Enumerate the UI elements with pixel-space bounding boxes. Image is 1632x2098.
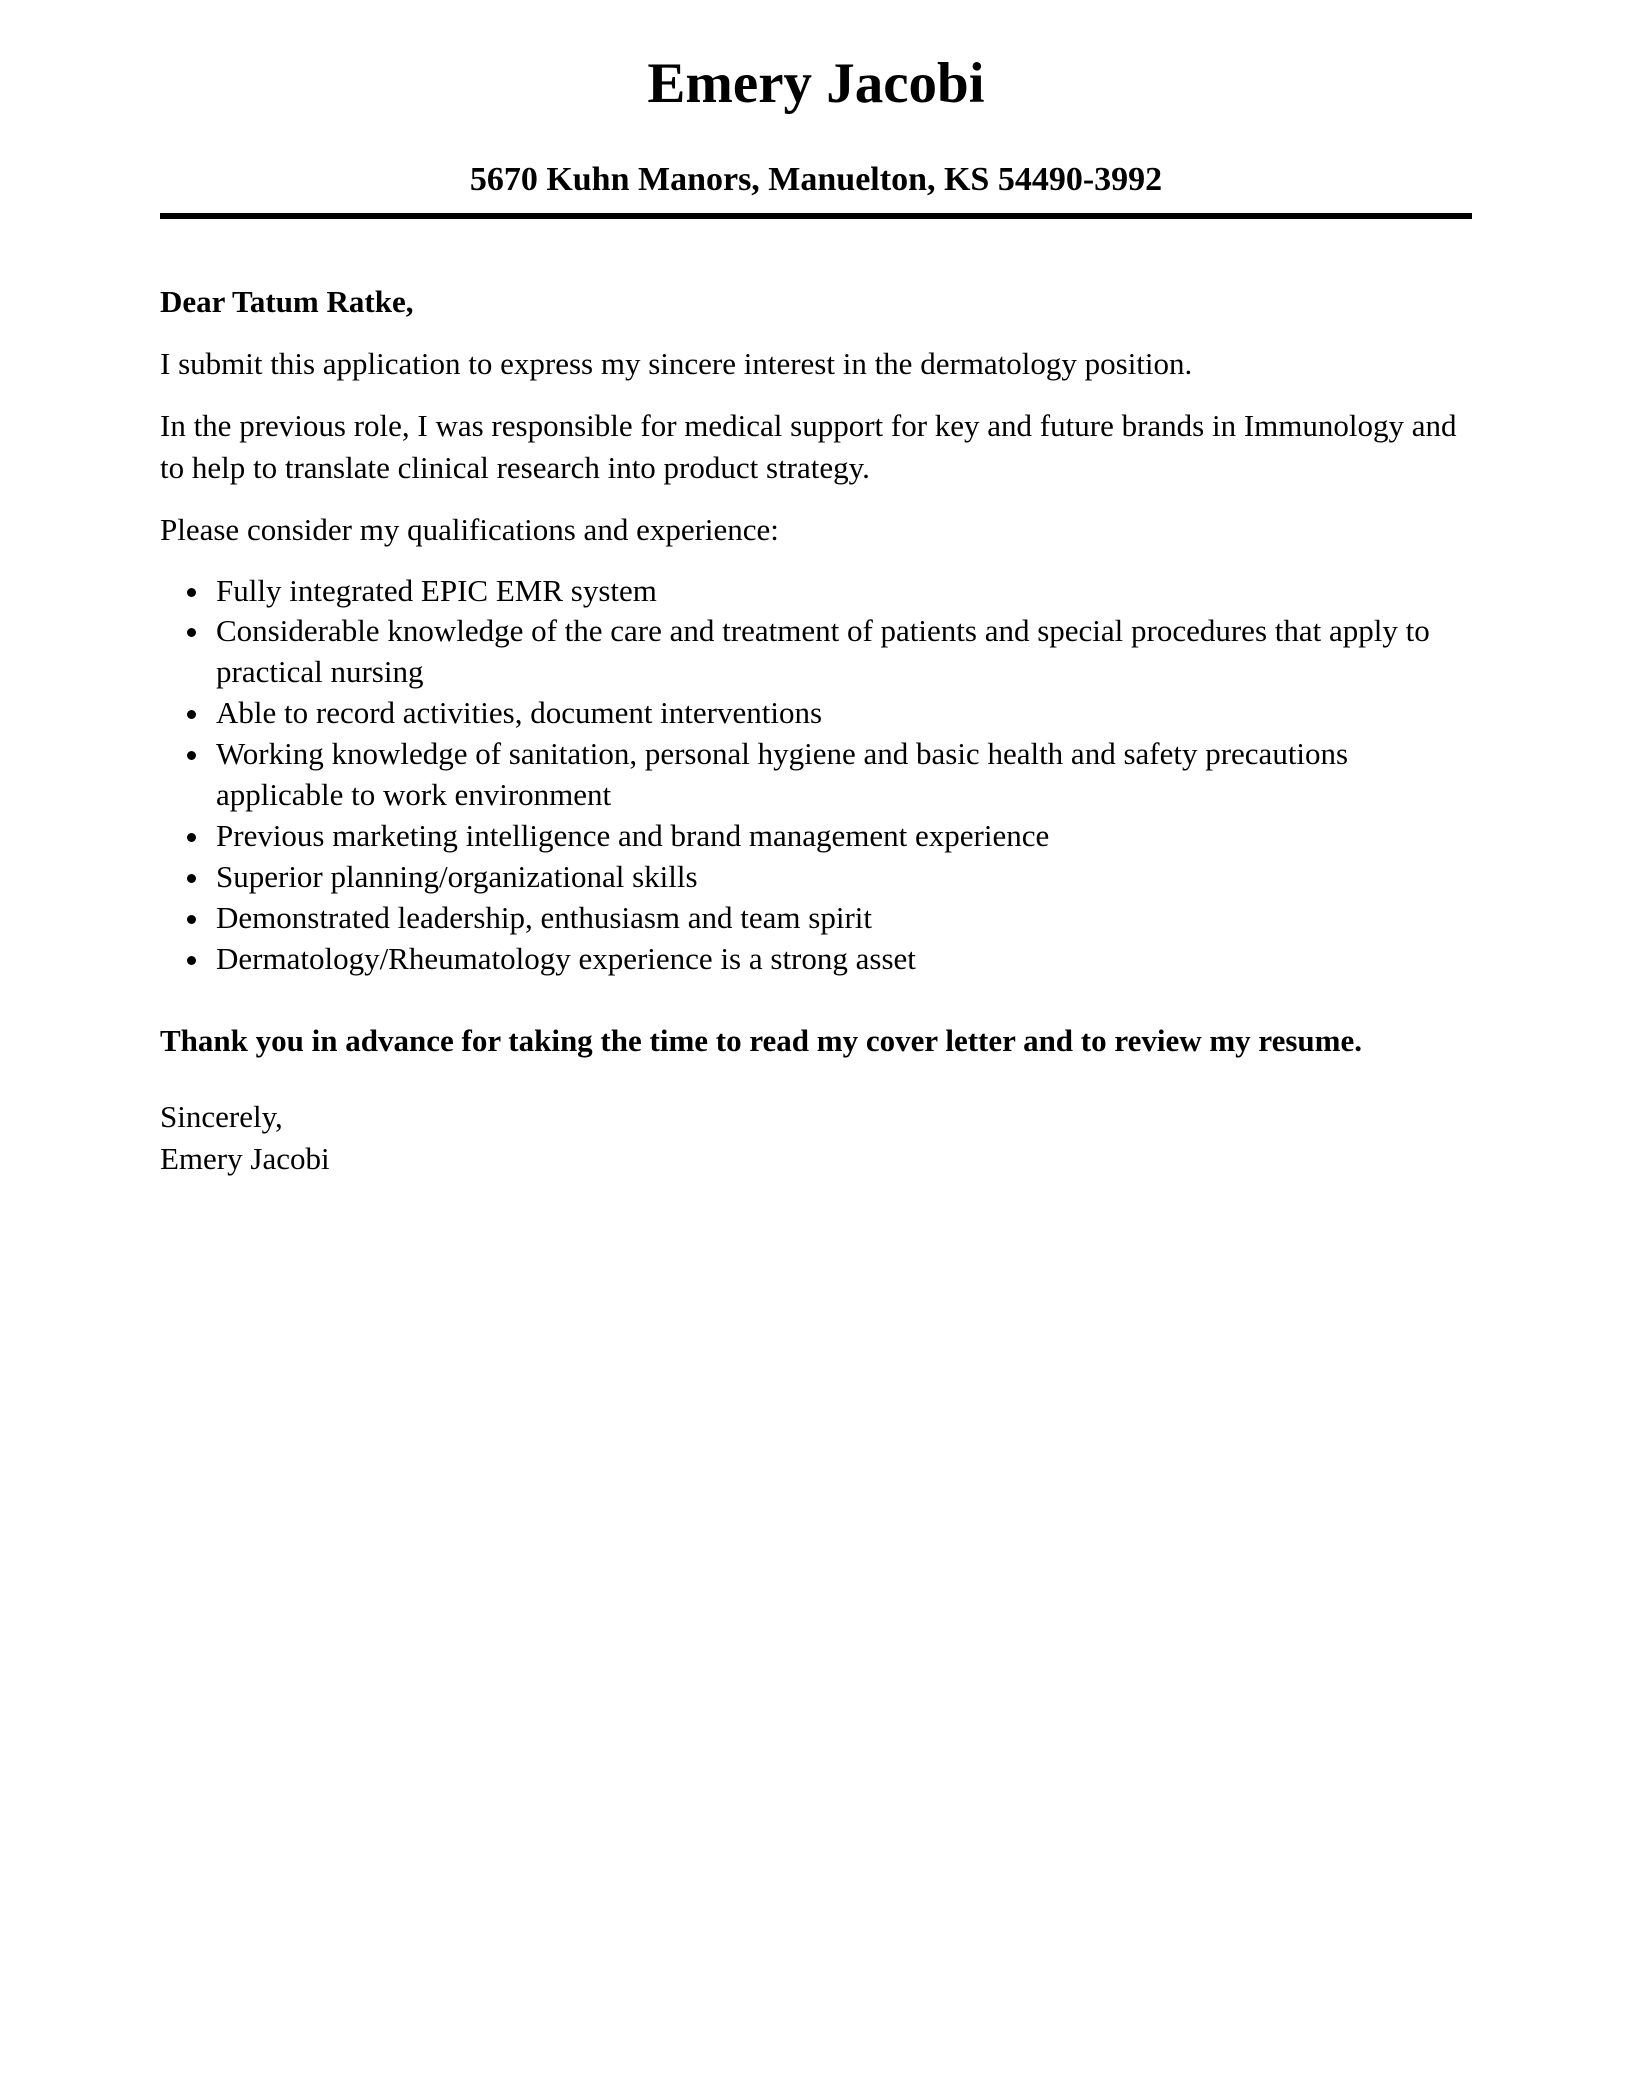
qualification-item: • Able to record activities, document interventions xyxy=(212,693,1472,734)
qualification-item: • Previous marketing intelligence and brand management experience xyxy=(212,816,1472,857)
letter-header xyxy=(160,0,1472,219)
qualification-item: • Demonstrated leadership, enthusiasm and team spirit xyxy=(212,898,1472,939)
salutation: Dear Tatum Ratke, xyxy=(160,283,414,319)
closing-block xyxy=(160,1096,1472,1180)
qualification-item: • Considerable knowledge of the care and treatment of patients and special procedures that apply to practical nursing xyxy=(212,611,1472,693)
letter-body xyxy=(160,281,1472,1180)
qualification-item: • Superior planning/organizational skills xyxy=(212,857,1472,898)
header-divider xyxy=(160,213,1472,219)
applicant-name: Emery Jacobi xyxy=(647,52,985,115)
closing-salutation: Sincerely, xyxy=(160,1098,283,1134)
qualifications-lead: Please consider my qualifications and experience: xyxy=(160,511,779,547)
qualification-item: • Fully integrated EPIC EMR system xyxy=(212,571,1472,612)
previous-role-paragraph: In the previous role, I was responsible for medical support for key and future brands in Immunology and to help to translate clinical research into product strategy. xyxy=(160,407,1457,485)
thank-you-line: Thank you in advance for taking the time to read my cover letter and to review my resume. xyxy=(160,1022,1363,1058)
qualification-item: • Dermatology/Rheumatology experience is a strong asset xyxy=(212,939,1472,980)
qualification-item: • Working knowledge of sanitation, personal hygiene and basic health and safety precautions applicable to work environment xyxy=(212,734,1472,816)
qualifications-list xyxy=(160,571,1472,980)
signature-name: Emery Jacobi xyxy=(160,1140,330,1176)
intro-paragraph: I submit this application to express my sincere interest in the dermatology position. xyxy=(160,345,1193,381)
applicant-address: 5670 Kuhn Manors, Manuelton, KS 54490-3992 xyxy=(469,161,1163,199)
